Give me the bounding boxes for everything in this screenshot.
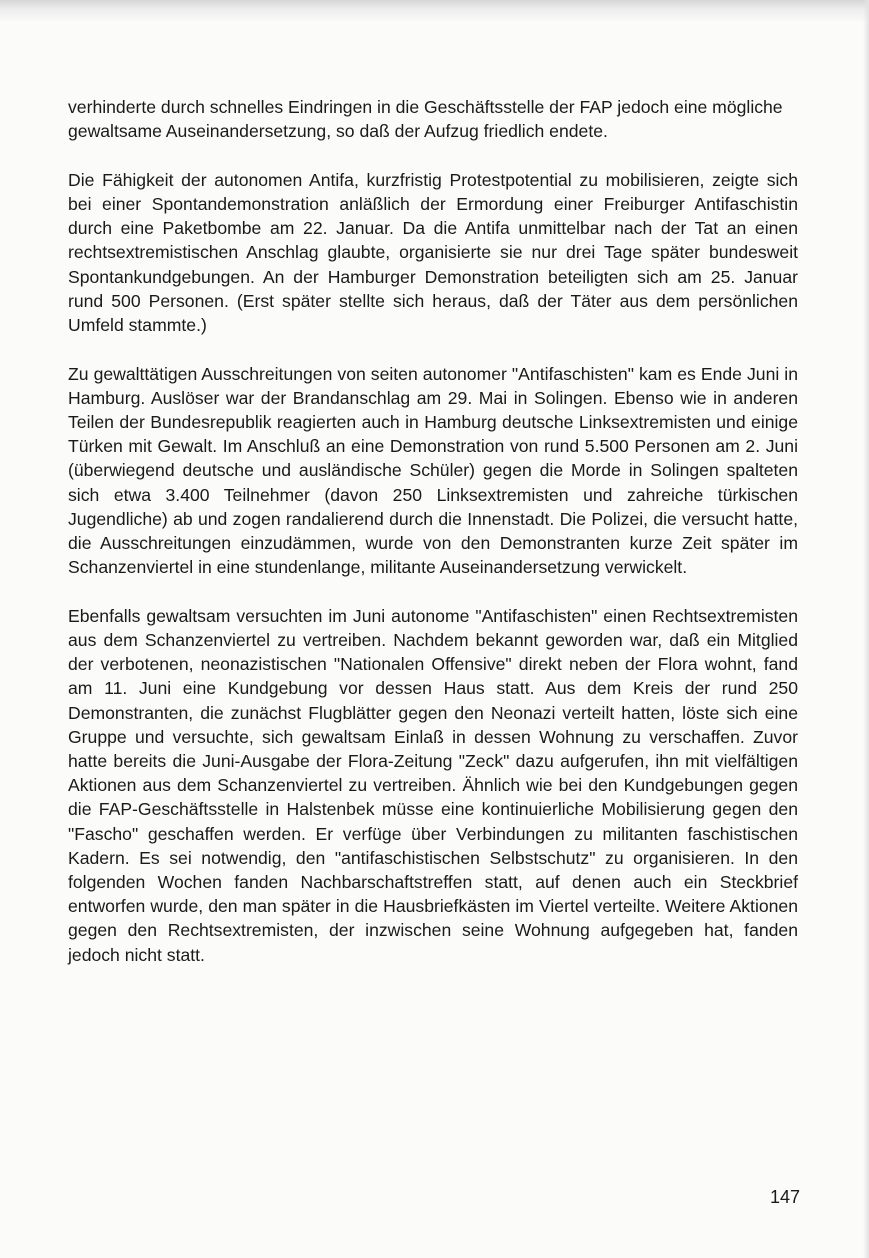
body-text [68, 95, 798, 991]
paragraph-2: Die Fähigkeit der autonomen Antifa, kurzfristig Protestpotential zu mobilisieren, zeigte sich bei einer Spontandemonstration anläßlich der Ermordung einer Freiburger Antifaschistin durch eine Paketbombe am 22. Januar. Da die Antifa unmittelbar nach der Tat an einen rechtsextremistischen Anschlag glaubte, organisierte sie nur drei Tage später bundesweit Spontankundgebungen. An der Hamburger Demonstration beteiligten sich am 25. Januar rund 500 Personen. (Erst später stellte sich heraus, daß der Täter aus dem persönlichen Umfeld stammte.) [68, 169, 798, 336]
paragraph-1: verhinderte durch schnelles Eindringen in die Geschäftsstelle der FAP jedoch eine mögliche gewaltsame Auseinandersetzung, so daß der Aufzug friedlich endete. [68, 97, 783, 142]
paragraph-4: Ebenfalls gewaltsam versuchten im Juni autonome "Antifaschisten" einen Rechtsextremisten aus dem Schanzenviertel zu vertreiben. Nachdem bekannt geworden war, daß ein Mitglied der verbotenen, neonazistischen "Nationalen Offensive" direkt neben der Flora wohnt, fand am 11. Juni eine Kundgebung vor dessen Haus statt. Aus dem Kreis der rund 250 Demonstranten, die zunächst Flugblätter gegen den Neonazi verteilt hatten, löste sich eine Gruppe und versuchte, sich gewaltsam Einlaß in dessen Wohnung zu verschaffen. Zuvor hatte bereits die Juni-Ausgabe der Flora-Zeitung "Zeck" dazu aufgerufen, ihn mit vielfältigen Aktionen aus dem Schanzenviertel zu vertreiben. Ähnlich wie bei den Kundgebungen gegen die FAP-Geschäftsstelle in Halstenbek müsse eine kontinuierliche Mobilisierung gegen den "Fascho" geschaffen werden. Er verfüge über Verbindungen zu militanten faschistischen Kadern. Es sei notwendig, den "antifaschistischen Selbstschutz" zu organisieren. In den folgenden Wochen fanden Nachbarschaftstreffen statt, auf denen auch ein Steckbrief entworfen wurde, den man später in die Hausbriefkästen im Viertel verteilte. Weitere Aktionen gegen den Rechtsextremisten, der inzwischen seine Wohnung aufgegeben hat, fanden jedoch nicht statt. [68, 605, 798, 965]
scan-top-edge [0, 0, 869, 22]
paragraph-3: Zu gewalttätigen Ausschreitungen von seiten autonomer "Antifaschisten" kam es Ende Juni in Hamburg. Auslöser war der Brandanschlag am 29. Mai in Solingen. Ebenso wie in anderen Teilen der Bundesrepublik reagierten auch in Hamburg deutsche Linksextremisten und einige Türken mit Gewalt. Im Anschluß an eine Demonstration von rund 5.500 Personen am 2. Juni (überwiegend deutsche und ausländische Schüler) gegen die Morde in Solingen spalteten sich etwa 3.400 Teilnehmer (davon 250 Linksextremisten und zahreiche türkischen Jugendliche) ab und zogen randalierend durch die Innenstadt. Die Polizei, die versucht hatte, die Ausschreitungen einzudämmen, wurde von den Demonstranten kurze Zeit später im Schanzenviertel in eine stundenlange, militante Auseinandersetzung verwickelt. [68, 363, 798, 578]
scan-right-edge [863, 0, 869, 1258]
page-number: 147 [769, 1187, 800, 1207]
